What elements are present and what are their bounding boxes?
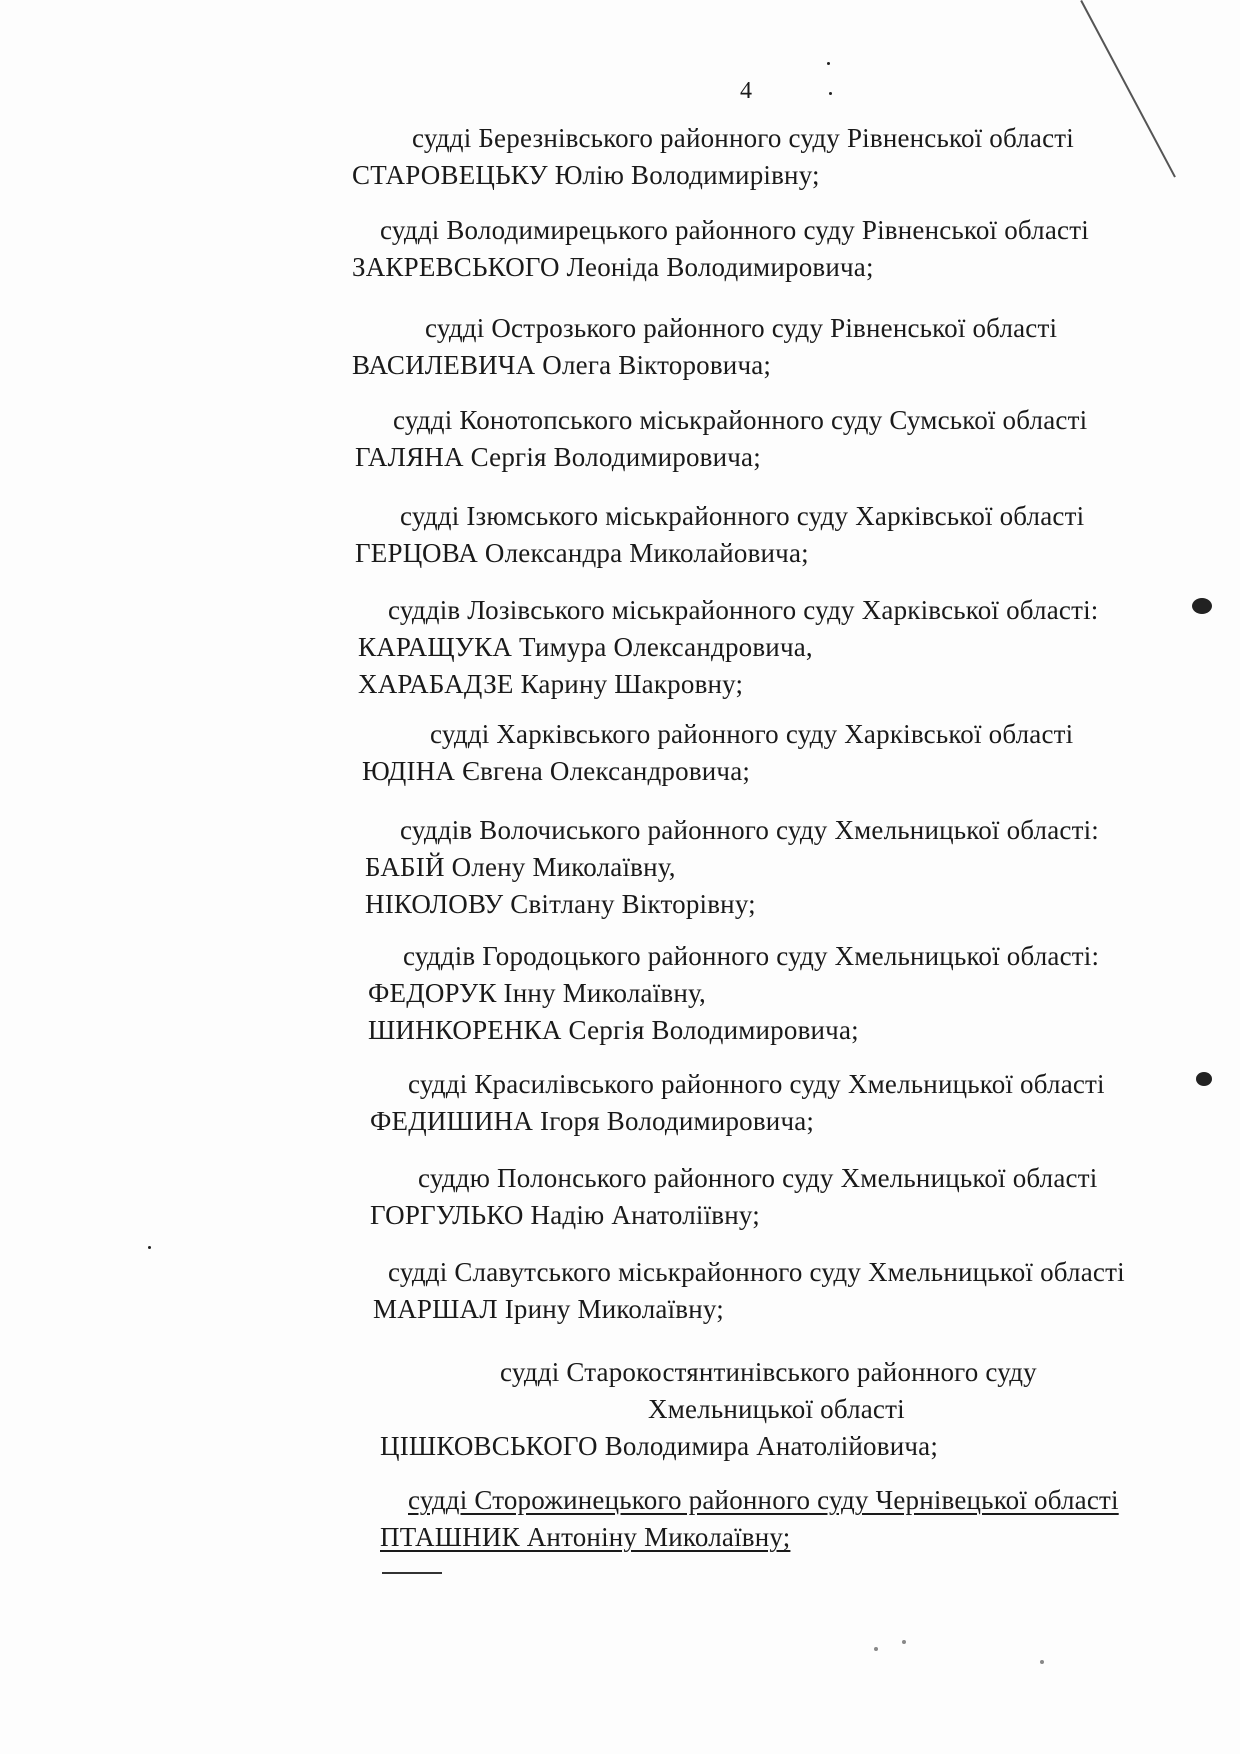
list-item [0, 310, 1240, 384]
judge-name: КАРАЩУКА Тимура Олександровича, [358, 632, 813, 662]
judge-name: ФЕДОРУК Інну Миколаївну, [368, 978, 706, 1008]
judge-name: ХАРАБАДЗЕ Карину Шакровну; [358, 669, 744, 699]
list-item [0, 498, 1240, 572]
court-heading: судді Березнівського районного суду Рівненської області [412, 123, 1075, 153]
page-number: 4 [740, 78, 752, 104]
court-heading: судді Сторожинецького районного суду Чернівецької області [408, 1485, 1119, 1515]
scan-underline-stroke [382, 1572, 442, 1574]
judge-name: СТАРОВЕЦЬКУ Юлію Володимирівну; [352, 160, 820, 190]
list-item [0, 938, 1240, 1049]
list-item [0, 120, 1240, 194]
court-heading: судді Красилівського районного суду Хмельницької області [408, 1069, 1105, 1099]
judge-name: НІКОЛОВУ Світлану Вікторівну; [365, 889, 756, 919]
court-heading: судді Володимирецького районного суду Рівненської області [380, 215, 1089, 245]
scan-speck [827, 62, 830, 65]
court-heading: судді Харківського районного суду Харківської області [430, 719, 1074, 749]
court-heading: суддів Лозівського міськрайонного суду Харківської області: [388, 595, 1099, 625]
court-heading: судді Старокостянтинівського районного суду [500, 1357, 1037, 1387]
list-item [0, 812, 1240, 923]
scan-speck [1040, 1660, 1044, 1664]
scan-speck [1196, 1072, 1212, 1086]
list-item [0, 402, 1240, 476]
court-heading: судді Ізюмського міськрайонного суду Харківської області [400, 501, 1085, 531]
list-item [0, 212, 1240, 286]
judge-name: ЦІШКОВСЬКОГО Володимира Анатолійовича; [380, 1431, 939, 1461]
court-heading-continued: Хмельницької області [648, 1394, 905, 1424]
judge-name: БАБІЙ Олену Миколаївну, [365, 852, 676, 882]
list-item [0, 1354, 1240, 1465]
judge-name: ЮДІНА Євгена Олександровича; [362, 756, 751, 786]
list-item [0, 1254, 1240, 1328]
court-heading: судді Конотопського міськрайонного суду Сумської області [393, 405, 1088, 435]
scan-speck [874, 1647, 878, 1651]
judge-name: ГОРГУЛЬКО Надію Анатоліївну; [370, 1200, 760, 1230]
court-heading: суддю Полонського районного суду Хмельницької області [418, 1163, 1098, 1193]
list-item [0, 1160, 1240, 1234]
scan-speck [902, 1640, 906, 1644]
judge-name: ГЕРЦОВА Олександра Миколайовича; [355, 538, 809, 568]
court-heading: суддів Городоцького районного суду Хмельницької області: [403, 941, 1100, 971]
judge-name: ШИНКОРЕНКА Сергія Володимировича; [368, 1015, 859, 1045]
list-item [0, 1482, 1240, 1556]
list-item [0, 592, 1240, 703]
list-item [0, 716, 1240, 790]
judge-name: ВАСИЛЕВИЧА Олега Вікторовича; [352, 350, 772, 380]
judge-name: ЗАКРЕВСЬКОГО Леоніда Володимировича; [352, 252, 874, 282]
scan-speck [829, 92, 832, 95]
court-heading: суддів Волочиського районного суду Хмельницької області: [400, 815, 1099, 845]
judge-name: ФЕДИШИНА Ігоря Володимировича; [370, 1106, 815, 1136]
court-heading: судді Славутського міськрайонного суду Хмельницької області [388, 1257, 1125, 1287]
list-item [0, 1066, 1240, 1140]
judge-name: МАРШАЛ Ірину Миколаївну; [373, 1294, 724, 1324]
scan-speck [148, 1246, 151, 1249]
judge-name: ПТАШНИК Антоніну Миколаївну; [380, 1522, 791, 1552]
scan-speck [1192, 598, 1212, 614]
judge-name: ГАЛЯНА Сергія Володимировича; [355, 442, 761, 472]
court-heading: судді Острозького районного суду Рівненської області [425, 313, 1058, 343]
